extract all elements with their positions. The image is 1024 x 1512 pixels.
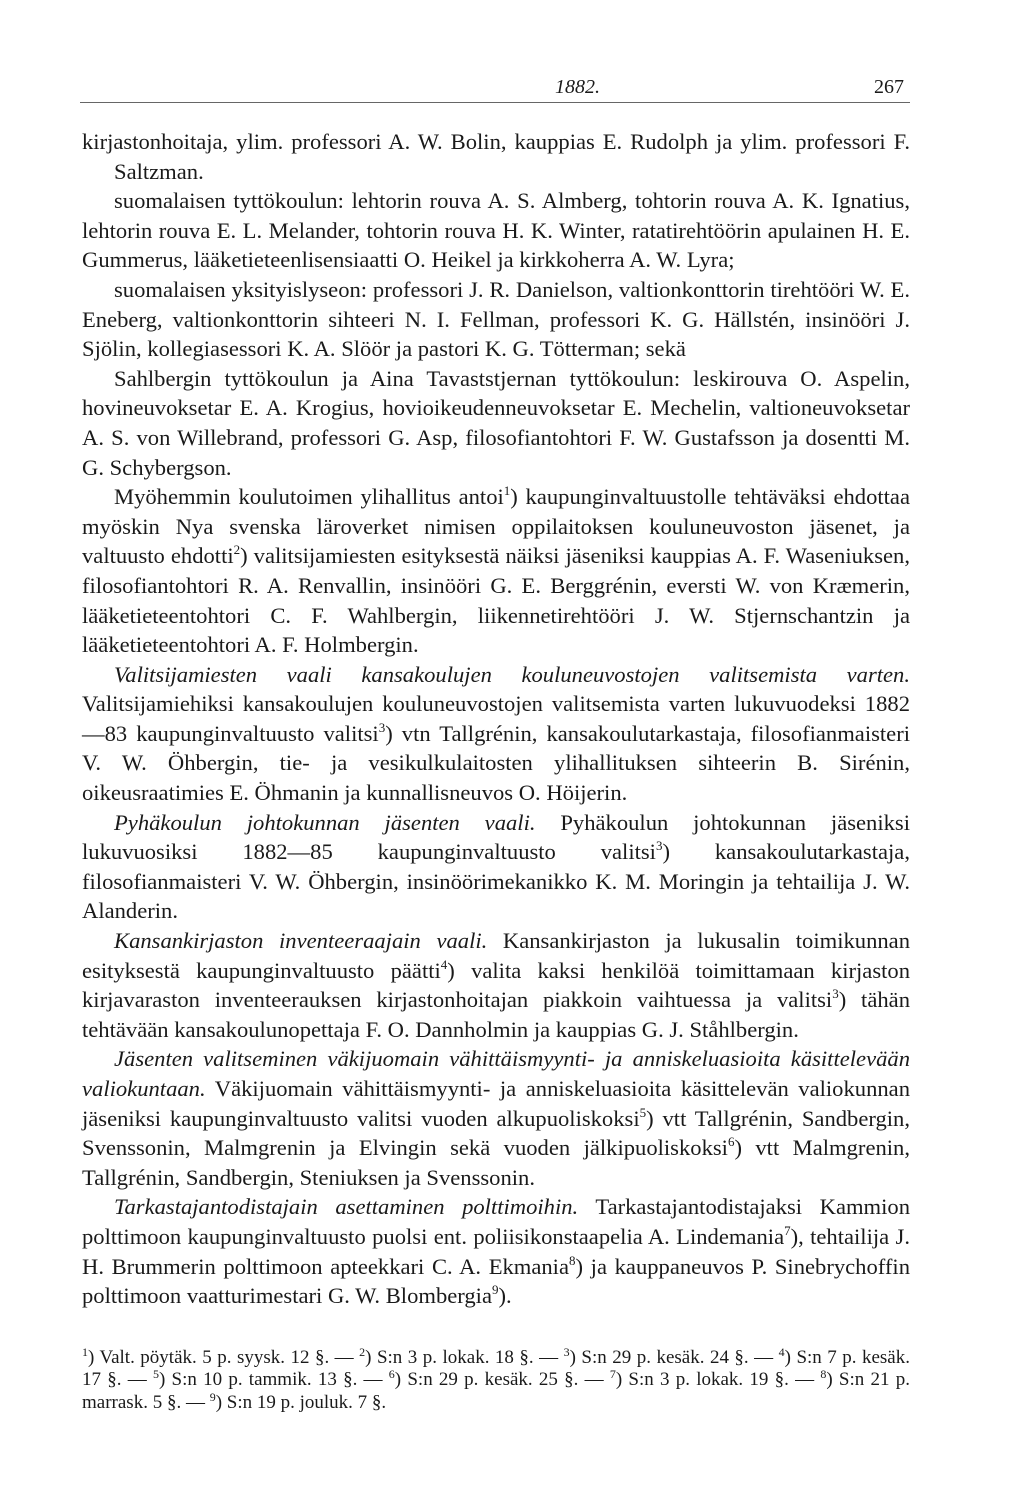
section-heading: Jäsenten valitseminen väkijuomain vähittäismyynti- ja anniskeluasioita käsittelevään valiokuntaan. (82, 1046, 910, 1101)
paragraph (82, 482, 910, 660)
footnote-text: ) S:n 21 p. marrask. 5 §. — (82, 1369, 910, 1413)
footnote-text: ) S:n 3 p. lokak. 18 §. — (365, 1347, 564, 1368)
paragraph-text: Valitsijamiehiksi kansakoulujen kouluneuvostojen valitsemista varten lukuvuodeksi 1882—83 kaupunginvaltuusto valitsi (82, 691, 910, 746)
paragraph-text: kirjastonhoitaja, ylim. professori A. W. Bolin, kauppias E. Rudolph ja ylim. professori F. Saltzman. (82, 129, 910, 184)
paragraph-text: ) kansakoulutarkastaja, filosofianmaisteri V. W. Öhbergin, insinöörimekanikko K. M. Moringin ja tehtailija J. W. Alanderin. (82, 839, 910, 924)
footnote-mark: 9 (209, 1389, 216, 1404)
footnote-mark: 3 (563, 1345, 570, 1359)
section-heading: Pyhäkoulun johtokunnan jäsenten vaali. (114, 809, 536, 835)
section-paragraph (82, 660, 910, 808)
paragraph-text: Sahlbergin tyttökoulun ja Aina Tavaststjernan tyttökoulun: leskirouva O. Aspelin, hovineuvoksetar E. A. Krogius, hovioikeudenneuvoksetar E. Mechelin, valtioneuvoksetar A. S. von Willebrand, professori G. Asp, filosofiantohtori F. W. Gustafsson ja dosentti M. G. Schybergson. (82, 365, 910, 480)
footnote-ref: 1 (503, 483, 511, 499)
footnote-mark: 8 (820, 1367, 827, 1382)
footnote-ref: 3 (832, 986, 839, 1002)
page-number: 267 (874, 76, 904, 98)
footnote-mark: 2 (359, 1345, 366, 1359)
section-heading: Kansankirjaston inventeeraajain vaali. (114, 928, 488, 954)
footnote-mark: 7 (609, 1367, 616, 1382)
section-paragraph (82, 808, 910, 926)
paragraph-text: ) valita kaksi henkilöä toimittamaan kirjaston kirjavaraston inventeerauksen kirjastonhoitajan piakkoin vaihtuessa ja valitsi (82, 957, 910, 1013)
footnote-text: ) S:n 3 p. lokak. 19 §. — (615, 1369, 821, 1391)
body-text (82, 127, 910, 1311)
footnote-text: ) S:n 10 p. tammik. 13 §. — (158, 1369, 389, 1391)
footnote-mark: 1 (82, 1345, 88, 1359)
paragraph-text: ) ja kauppaneuvos P. Sinebrychoffin polttimoon vaatturimestari G. W. Blombergia (82, 1253, 910, 1309)
footnote-ref: 3 (655, 838, 663, 854)
footnote-text: ) S:n 19 p. jouluk. 7 §. (215, 1391, 387, 1413)
header-year: 1882. (555, 76, 600, 98)
paragraph-text: ) vtn Tallgrénin, kansakoulutarkastaja, filosofianmaisteri V. W. Öhbergin, tie- ja vesikulkulaitosten ylihallituksen sihteerin B. Sirénin, oikeusraatimies E. Öhmanin ja kunnallisneuvos O. Höijerin. (82, 720, 910, 806)
paragraph (82, 275, 910, 364)
footnote-ref: 7 (784, 1222, 791, 1238)
footnote-text: ) Valt. pöytäk. 5 p. syysk. 12 §. — (88, 1347, 360, 1368)
paragraph (82, 186, 910, 275)
paragraph-text: Myöhemmin koulutoimen ylihallitus antoi (114, 484, 504, 510)
paragraph-text: Pyhäkoulun johtokunnan jäseniksi lukuvuosiksi 1882—85 kaupunginvaltuusto valitsi (82, 809, 910, 865)
footnotes (82, 1347, 910, 1414)
paragraph-text: suomalaisen yksityislyseon: professori J. R. Danielson, valtionkonttorin tirehtööri W. E. Eneberg, valtionkonttorin sihteeri N. I. Fellman, professori K. G. Hällstén, insinööri J. Sjölin, kollegiasessori K. A. Slöör ja pastori K. G. Tötterman; sekä (82, 276, 910, 362)
footnote-text: ) S:n 7 p. kesäk. 17 §. — (82, 1347, 910, 1391)
footnote-ref: 2 (233, 542, 241, 558)
section-heading: Tarkastajantodistajain asettaminen polttimoihin. (114, 1194, 579, 1220)
footnote-mark: 5 (152, 1367, 159, 1382)
paragraph-text: ), tehtailija J. H. Brummerin polttimoon apteekkari C. A. Ekmania (82, 1223, 910, 1279)
paragraph-text: ) vtt Malmgrenin, Tallgrénin, Sandbergin, Steniuksen ja Svenssonin. (82, 1135, 910, 1190)
paragraph-text: ) tähän tehtävään kansakoulunopettaja F. O. Dannholmin ja kauppias G. J. Ståhlbergin. (82, 987, 910, 1042)
page-header (80, 72, 910, 103)
footnote-mark: 4 (778, 1345, 785, 1359)
footnote-mark: 6 (388, 1367, 395, 1382)
paragraph-text: Kansankirjaston ja lukusalin toimikunnan esityksestä kaupunginvaltuusto päätti (82, 928, 910, 983)
section-paragraph (82, 1044, 910, 1192)
paragraph-text: suomalaisen tyttökoulun: lehtorin rouva A. S. Almberg, tohtorin rouva A. K. Ignatius, lehtorin rouva E. L. Melander, tohtorin rouva H. K. Winter, ratatirehtöörin apulainen H. E. Gummerus, lääketieteenlisensiaatti O. Heikel ja kirkkoherra A. W. Lyra; (82, 188, 910, 273)
paragraph-text: ) kaupunginvaltuustolle tehtäväksi ehdottaa myöskin Nya svenska läroverket nimisen oppilaitoksen kouluneuvoston jäsenet, ja valtuusto ehdotti (82, 484, 910, 569)
paragraph (82, 127, 910, 186)
paragraph-text: ) vtt Tallgrénin, Sandbergin, Svenssonin, Malmgrenin ja Elvingin sekä vuoden jälkipuoliskoksi (82, 1105, 910, 1161)
footnote-ref: 5 (639, 1104, 647, 1120)
footnote-ref: 9 (492, 1282, 499, 1298)
footnote-text: ) S:n 29 p. kesäk. 24 §. — (569, 1347, 779, 1368)
footnote-text: ) S:n 29 p. kesäk. 25 §. — (394, 1369, 610, 1391)
section-paragraph (82, 1192, 910, 1310)
paragraph-text: Väkijuomain vähittäismyynti- ja anniskeluasioita käsittelevän valiokunnan jäseniksi kaupunginvaltuusto valitsi vuoden alkupuoliskoksi (82, 1076, 910, 1131)
footnote-ref: 8 (569, 1252, 576, 1268)
footnote-ref: 6 (727, 1134, 735, 1150)
paragraph-text: Tarkastajantodistajaksi Kammion polttimoon kaupunginvaltuusto puolsi ent. poliisikonstaapelia A. Lindemania (82, 1194, 910, 1249)
paragraph-text: ). (498, 1283, 512, 1309)
section-heading: Valitsijamiesten vaali kansakoulujen kouluneuvostojen valitsemista varten. (114, 661, 910, 687)
paragraph (82, 364, 910, 482)
footnote-ref: 4 (440, 956, 448, 972)
paragraph-text: ) valitsijamiesten esityksestä näiksi jäseniksi kauppias A. F. Waseniuksen, filosofiantohtori R. A. Renvallin, insinööri G. E. Berggrénin, eversti W. von Kræmerin, lääketieteentohtori C. F. Wahlbergin, liikennetirehtööri J. W. Stjernschantzin ja lääketieteentohtori A. F. Holmbergin. (82, 543, 910, 658)
footnote-ref: 3 (378, 719, 386, 735)
section-paragraph (82, 926, 910, 1044)
